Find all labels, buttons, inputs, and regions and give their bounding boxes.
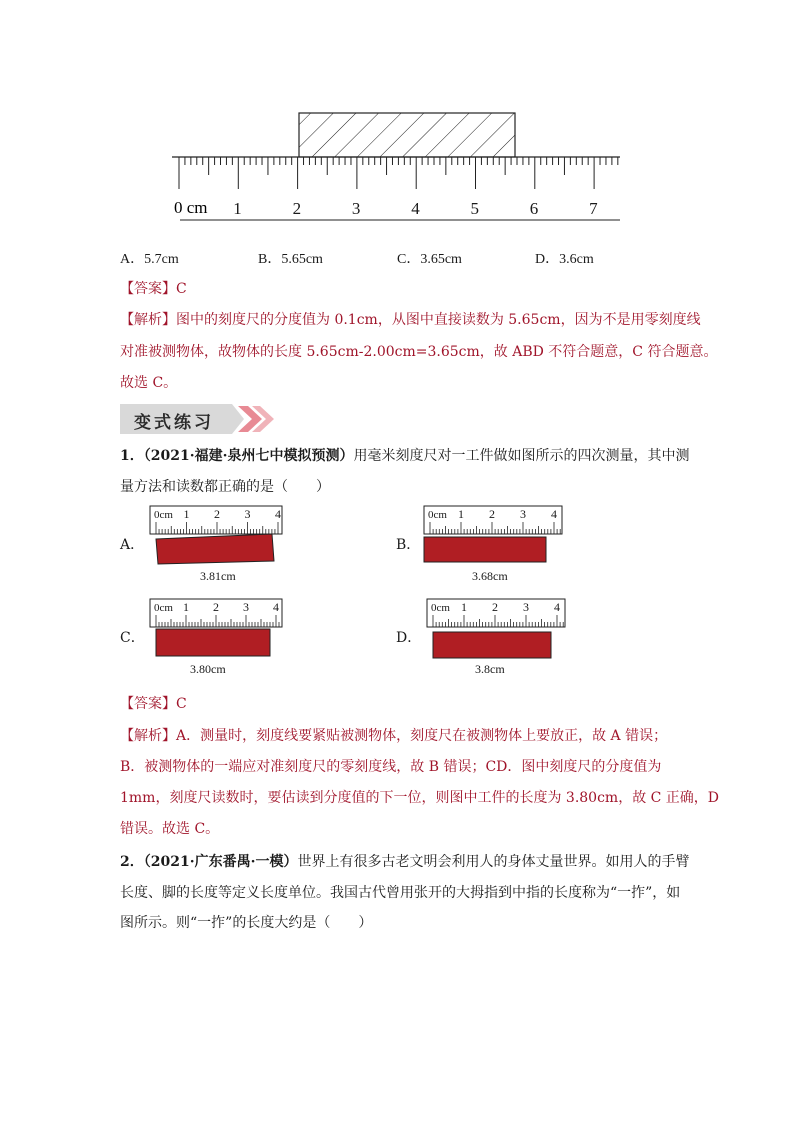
measured-object-block: [299, 113, 515, 157]
figure-d-letter: D．: [396, 630, 422, 646]
q2-number: 2．: [120, 854, 144, 870]
analysis-line-1: [120, 310, 701, 330]
option-a: A．5.7cm: [120, 252, 179, 267]
small-ruler-unit-label: 0cm: [431, 602, 450, 614]
q2-stem-line-1: [120, 852, 689, 872]
figure-caption: 3.80cm: [190, 662, 226, 676]
small-ruler-number: 2: [492, 600, 498, 614]
small-ruler-number: 2: [213, 600, 219, 614]
small-ruler-number: 3: [244, 507, 251, 521]
small-ruler-number: 1: [458, 507, 464, 521]
q1-answer-label: 【答案】: [120, 696, 176, 712]
ruler-number: 1: [233, 199, 242, 218]
small-ruler-unit-label: 0cm: [154, 602, 173, 614]
workpiece-block: [156, 629, 270, 656]
q2-stem-line-2: 长度、脚的长度等定义长度单位。我国古代曾用张开的大拇指到中指的长度称为“一拃”，如: [120, 885, 681, 901]
small-ruler-number: 3: [243, 600, 249, 614]
workpiece-block: [156, 534, 274, 564]
analysis-line-2: 对准被测物体，故物体的长度 5.65cm-2.00cm=3.65cm，故 ABD 不符合题意，C 符合题意。: [120, 344, 718, 360]
small-ruler-number: 1: [183, 507, 190, 521]
q1-stem-line-2: 量方法和读数都正确的是（ ）: [120, 479, 330, 495]
ruler-number: 3: [351, 199, 361, 218]
q1-analysis-line-3: 1mm，刻度尺读数时，要估读到分度值的下一位，则图中工件的长度为 3.80cm，故 C 正确，D: [120, 790, 720, 806]
figure-c: [148, 596, 288, 681]
small-ruler-number: 4: [554, 600, 560, 614]
banner-title: 变式练习: [134, 413, 214, 433]
option-b: B．5.65cm: [258, 252, 323, 267]
workpiece-block: [433, 632, 551, 658]
ruler-figure: [160, 105, 630, 225]
q1-analysis-label: 【解析】: [120, 728, 176, 744]
option-d: D．3.6cm: [535, 252, 594, 267]
small-ruler-number: 4: [275, 507, 281, 521]
small-ruler-number: 3: [520, 507, 526, 521]
small-ruler-number: 2: [489, 507, 495, 521]
q1-analysis-line-4: 错误。故选 C。: [120, 821, 220, 837]
ruler-number: 5: [470, 199, 479, 218]
small-ruler-unit-label: 0cm: [154, 509, 173, 521]
q1-stem-text: 用毫米刻度尺对一工件做如图所示的四次测量，其中测: [353, 448, 690, 464]
figure-d: [425, 596, 575, 681]
q2-stem-text: 世界上有很多古老文明会利用人的身体丈量世界。如用人的手臂: [297, 854, 690, 870]
figure-b: [422, 503, 572, 588]
figure-caption: 3.68cm: [472, 569, 508, 583]
ruler-number: 7: [589, 199, 598, 218]
answer-value: C: [176, 281, 187, 297]
q1-source: （2021·福建·泉州七中模拟预测）: [143, 448, 354, 464]
figure-c-letter: C．: [120, 630, 145, 646]
analysis-text: 图中的刻度尺的分度值为 0.1cm，从图中直接读数为 5.65cm，因为不是用零刻度线: [176, 312, 701, 328]
figure-caption: 3.81cm: [200, 569, 236, 583]
q1-answer-line: [120, 694, 187, 714]
small-ruler-number: 3: [523, 600, 529, 614]
answer-label: 【答案】: [120, 281, 176, 297]
q1-stem-line-1: [120, 446, 689, 466]
small-ruler-number: 1: [183, 600, 189, 614]
figure-caption: 3.8cm: [475, 662, 505, 676]
workpiece-block: [424, 537, 546, 562]
q1-analysis-text: A．测量时，刻度线要紧贴被测物体，刻度尺在被测物体上要放正，故 A 错误；: [176, 728, 668, 744]
figure-b-letter: B．: [396, 537, 421, 553]
ruler-number: 4: [411, 199, 420, 218]
q2-stem-line-3: 图所示。则“一拃”的长度大约是（ ）: [120, 915, 373, 931]
small-ruler-number: 4: [551, 507, 557, 521]
small-ruler-number: 4: [273, 600, 279, 614]
q1-number: 1．: [120, 448, 144, 464]
ruler-zero-label: 0 cm: [174, 198, 208, 217]
analysis-label: 【解析】: [120, 312, 176, 328]
q1-analysis-line-2: B．被测物体的一端应对准刻度尺的零刻度线，故 B 错误；CD．图中刻度尺的分度值为: [120, 759, 662, 775]
ruler-number: 6: [529, 199, 539, 218]
analysis-line-3: 故选 C。: [120, 375, 178, 391]
small-ruler-unit-label: 0cm: [428, 509, 447, 521]
answer-line: [120, 279, 187, 299]
small-ruler-number: 1: [461, 600, 467, 614]
figure-a-letter: A．: [120, 537, 145, 553]
small-ruler-number: 2: [214, 507, 220, 521]
ruler-number: 2: [292, 199, 302, 218]
figure-a: [148, 503, 288, 588]
q1-analysis-line-1: [120, 726, 667, 746]
q1-answer-value: C: [176, 696, 187, 712]
q2-source: （2021·广东番禺·一模）: [143, 854, 298, 870]
option-c: C．3.65cm: [397, 252, 462, 267]
